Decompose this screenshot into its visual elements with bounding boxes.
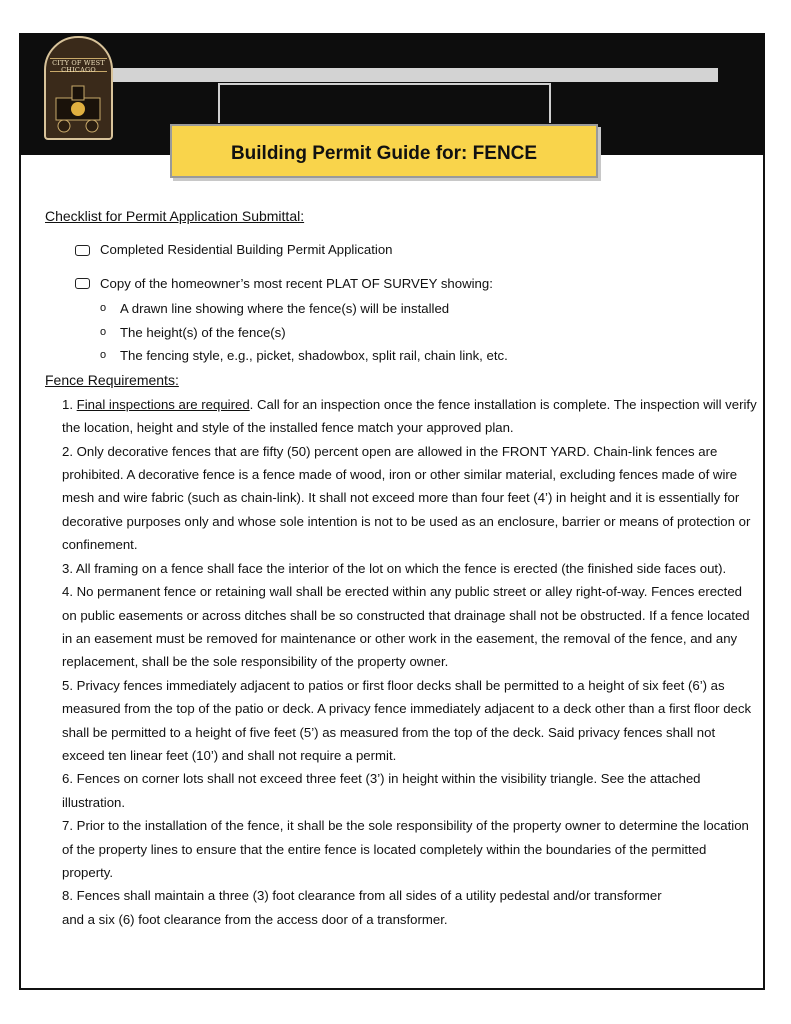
checklist-item-label: Copy of the homeowner’s most recent PLAT OF SURVEY showing: [100, 275, 493, 291]
requirement-1 [62, 393, 760, 440]
sub-item [100, 297, 760, 320]
sub-item [100, 321, 760, 344]
sub-item [100, 344, 760, 367]
logo-text: CITY OF WEST CHICAGO [52, 59, 105, 74]
sub-item-label: The fencing style, e.g., picket, shadowbox, split rail, chain link, etc. [120, 348, 508, 364]
checklist-item-label: Completed Residential Building Permit Application [100, 242, 393, 258]
requirement-1-prefix: 1. [62, 396, 77, 412]
checklist-item [75, 272, 760, 295]
requirement-6: 6. Fences on corner lots shall not exceed three feet (3’) in height within the visibility triangle. See the attached illustration. [62, 771, 701, 810]
requirement-5: 5. Privacy fences immediately adjacent to patios or first floor decks shall be permitted to a height of six feet (6’) as measured from the top of the patio or deck. A privacy fence immediately adjacent to a deck other than a first floor deck shall be permitted to a height of five feet (5’) as measured from the top of the deck. Said privacy fences shall not exceed ten linear feet (10’) and shall not require a permit. [62, 677, 752, 763]
requirement-1-text: . Call for an inspection once the fence installation is complete. The inspection will verify the location, height and style of the installed fence match your approved plan. [62, 396, 757, 436]
page-title: Building Permit Guide for: FENCE [230, 143, 538, 164]
checklist-heading: Checklist for Permit Application Submittal: [45, 208, 305, 224]
checkbox-icon [75, 278, 90, 289]
requirements-heading: Fence Requirements: [45, 372, 179, 389]
header-gray-bar [112, 68, 718, 82]
sub-item-label: The height(s) of the fence(s) [120, 324, 286, 340]
requirement-8-line-2: and a six (6) foot clearance from the access door of a transformer. [62, 911, 448, 927]
sub-item-label: A drawn line showing where the fence(s) will be installed [120, 301, 450, 317]
requirement-8-line-1: 8. Fences shall maintain a three (3) foot clearance from all sides of a utility pedestal and/or transformer [62, 888, 662, 904]
requirement-1-emphasis: Final inspections are required [76, 396, 250, 412]
requirements-list [62, 393, 760, 931]
checkbox-icon [75, 245, 90, 256]
requirement-3: 3. All framing on a fence shall face the interior of the lot on which the fence is erected (the finished side faces out). [62, 560, 727, 576]
bullet-icon: o [100, 349, 107, 362]
header-center-box [218, 83, 551, 123]
title-box [170, 124, 598, 178]
document-body [45, 205, 760, 931]
bullet-icon: o [100, 325, 107, 338]
city-logo [44, 36, 113, 140]
requirement-2: 2. Only decorative fences that are fifty (50) percent open are allowed in the FRONT YARD. Chain-link fences are prohibited. A decorative fence is a fence made of wood, iron or other similar material, excluding fences made of wire mesh and wire fabric (such as chain-link). It shall not exceed more than four feet (4’) in height and it is essentially for decorative purposes only and whose sole intention is not to be used as an enclosure, barrier or means of protection or confinement. [62, 443, 751, 553]
requirement-4: 4. No permanent fence or retaining wall shall be erected within any public street or alley right-of-way. Fences erected on public easements or across ditches shall be so constructed that drainage shall not be obstructed. If a fence located in an easement must be removed for maintenance or other work in the easement, the removal of the fence, and any replacement, shall be the sole responsibility of the property owner. [62, 584, 750, 670]
requirement-7: 7. Prior to the installation of the fence, it shall be the sole responsibility of the property owner to determine the location of the property lines to ensure that the entire fence is located completely within the boundaries of the permitted property. [62, 818, 749, 880]
bullet-icon: o [100, 302, 107, 315]
checklist-item [75, 238, 760, 261]
locomotive-icon [46, 78, 111, 138]
